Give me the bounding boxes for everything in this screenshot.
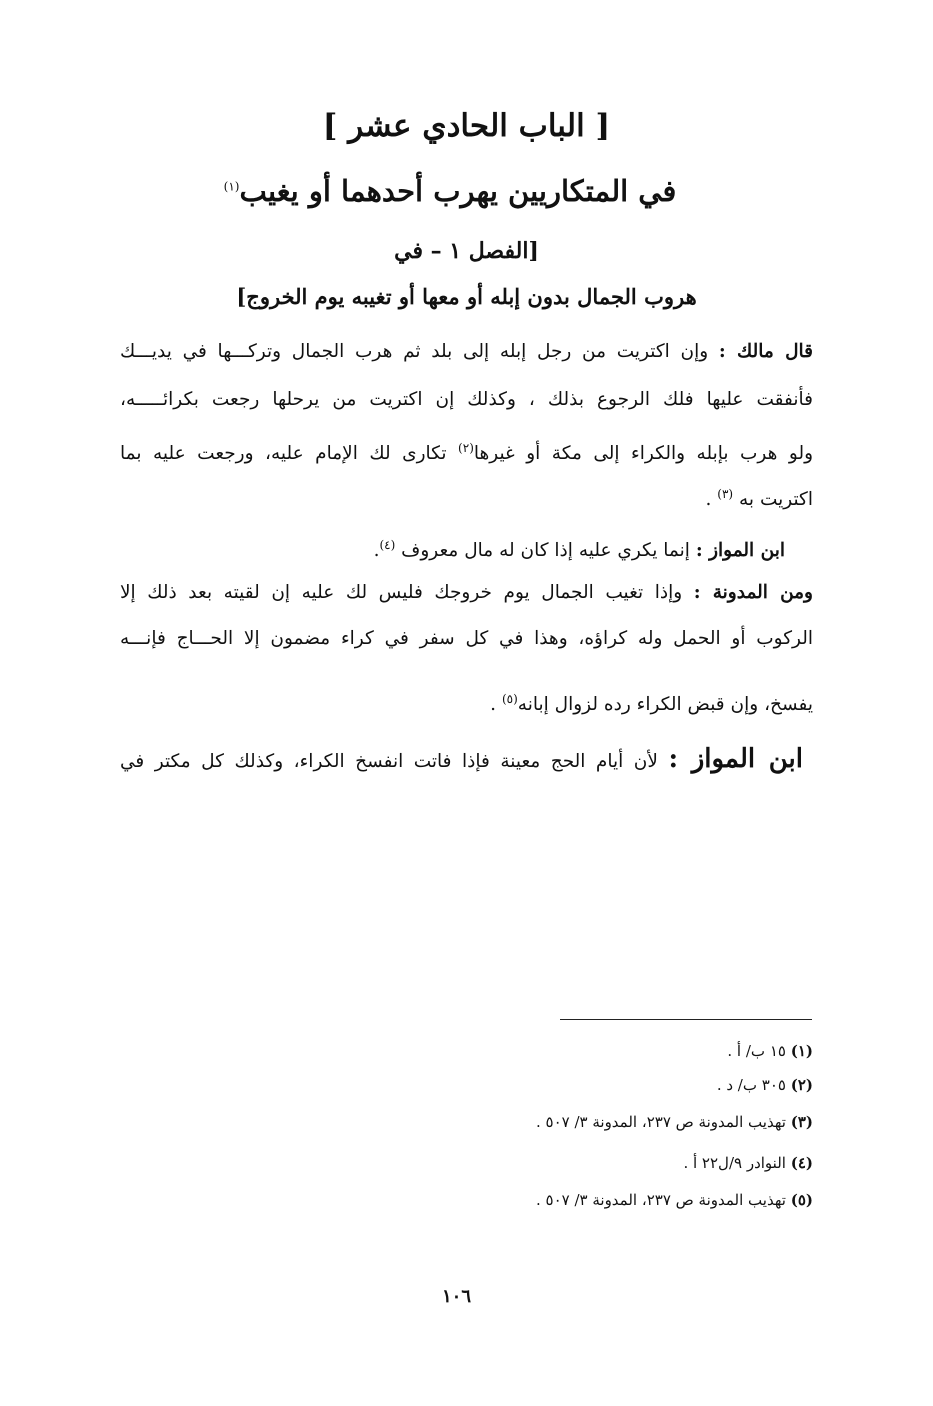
footnote (727, 1040, 813, 1062)
paragraph-text: وإن اكتريت من رجل إبله إلى بلد ثم هرب الجمال وتركـــها في يديـــك (120, 341, 709, 362)
paragraph-line (120, 479, 813, 515)
paragraph-text: يفسخ، وإن قبض الكراء رده لزوال إبانه (517, 694, 813, 716)
footnote-number: (٢) (790, 1076, 813, 1094)
paragraph-text: . (490, 694, 497, 716)
footnote-marker: (١) (223, 179, 240, 194)
paragraph-lead: ابن المواز : (695, 540, 785, 562)
footnote-number: (١) (790, 1042, 813, 1060)
footnote-text: النوادر ٩/ل٢٢ أ . (683, 1154, 786, 1172)
footnote (536, 1111, 813, 1133)
footnote (717, 1074, 813, 1096)
paragraph-lead: قال مالك : (718, 341, 813, 362)
footnote-marker: (٣) (717, 487, 734, 501)
footnote-text: ١٥ ب/ أ . (727, 1042, 786, 1060)
paragraph-text: لأن أيام الحج معينة فإذا فاتت انفسخ الكراء، وكذلك كل مكتر في (120, 751, 658, 772)
footnote-marker: (٢) (458, 441, 474, 455)
paragraph-text: وإذا تغيب الجمال يوم خروجك فليس لك عليه إن لقيته بعد ذلك إلا (120, 582, 683, 603)
section-title: [الفصل ١ – في (394, 238, 539, 264)
paragraph-text: فأنفقت عليها فلك الرجوع بذلك ، وكذلك إن اكتريت من يرحلها رجعت بكرائـــــه، (120, 389, 813, 410)
footnote-text: تهذيب المدونة ص ٢٣٧، المدونة ٣/ ٥٠٧ . (535, 1113, 786, 1131)
page-number: ١٠٦ (441, 1286, 471, 1307)
paragraph-line (120, 433, 813, 469)
chapter-title: [ الباب الحادي عشر ] (322, 108, 611, 144)
footnote (683, 1152, 813, 1174)
paragraph-text: تكارى لك الإمام عليه، ورجعت عليه بما (120, 443, 447, 465)
footnote-text: تهذيب المدونة ص ٢٣٧، المدونة ٣/ ٥٠٧ . (535, 1191, 786, 1209)
paragraph-text: الركوب أو الحمل وله كراؤه، وهذا في كل سفر في كراء مضمون إلا الحـــاج فإنـــه (120, 628, 813, 649)
footnote (536, 1189, 813, 1211)
paragraph-line (120, 684, 813, 720)
footnote-divider (560, 1019, 812, 1020)
paragraph-line (120, 337, 813, 367)
paragraph-text: . (373, 540, 380, 562)
section-subtitle: هروب الجمال بدون إبله أو معها أو تغيبه يوم الخروج] (236, 284, 697, 309)
footnote-number: (٣) (790, 1113, 813, 1131)
footnote-text: ٣٠٥ ب/ د . (716, 1076, 786, 1094)
paragraph-lead: ومن المدونة : (693, 582, 813, 603)
chapter-subtitle (0, 174, 900, 208)
paragraph-line (120, 385, 813, 415)
paragraph-text: إنما يكري عليه إذا كان له مال معروف (401, 540, 690, 562)
footnote-marker: (٥) (501, 692, 518, 706)
paragraph-line (92, 530, 785, 566)
paragraph-line (120, 578, 813, 608)
paragraph-line (120, 624, 813, 654)
footnote-marker: (٤) (379, 538, 396, 552)
paragraph-lead: ابن المواز : (668, 744, 803, 774)
footnote-number: (٤) (790, 1154, 813, 1172)
paragraph-text: . (705, 489, 712, 511)
footnote-number: (٥) (790, 1191, 813, 1209)
paragraph-text: ولو هرب بإبله والكراء إلى مكة أو غيرها (473, 443, 813, 465)
paragraph-line (120, 744, 803, 777)
paragraph-text: اكتريت به (739, 489, 813, 511)
chapter-subtitle-text: في المتكاريين يهرب أحدهما أو يغيب (239, 174, 677, 208)
